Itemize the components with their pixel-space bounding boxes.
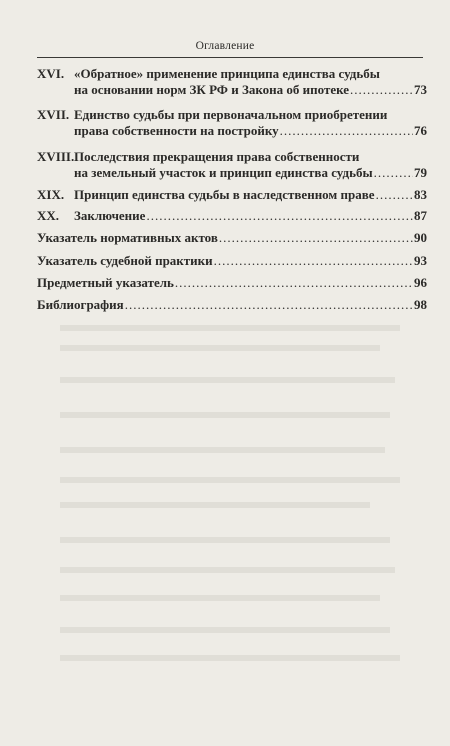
dot-leader bbox=[280, 123, 413, 139]
toc-entry-number: XVI. bbox=[37, 66, 65, 81]
toc-entry-title-line: Единство судьбы при первоначальном приобретении bbox=[74, 107, 388, 122]
toc-entry-number: XVII. bbox=[37, 107, 70, 122]
toc-entry-title-line: Библиография bbox=[37, 297, 124, 312]
toc-entry-bibliography[interactable] bbox=[37, 297, 427, 314]
dot-leader bbox=[214, 253, 413, 269]
dot-leader bbox=[219, 230, 413, 246]
toc-entry-case-law-index[interactable] bbox=[37, 253, 427, 270]
toc-entry-page: 90 bbox=[414, 230, 427, 245]
header-rule bbox=[37, 57, 423, 58]
toc-entry-page: 98 bbox=[414, 297, 427, 312]
dot-leader bbox=[146, 208, 413, 224]
toc-entry-subject-index[interactable] bbox=[37, 275, 427, 292]
toc-entry-leader-line bbox=[74, 165, 427, 181]
toc-entry-title-line: на земельный участок и принцип единства судьбы bbox=[74, 165, 373, 180]
running-head: Оглавление bbox=[195, 40, 255, 52]
dot-leader bbox=[175, 275, 413, 291]
dot-leader bbox=[376, 187, 413, 203]
toc-entry-title-line: Заключение bbox=[74, 208, 146, 223]
toc-entry-page: 83 bbox=[414, 187, 427, 202]
toc-entry-xvi[interactable] bbox=[37, 66, 427, 100]
dot-leader bbox=[350, 82, 413, 98]
toc-entry-leader-line bbox=[74, 187, 427, 203]
toc-entry-leader-line bbox=[74, 123, 427, 139]
toc-entry-page: 79 bbox=[414, 165, 427, 180]
toc-entry-number: XIX. bbox=[37, 187, 65, 202]
toc-entry-xviii[interactable] bbox=[37, 149, 427, 183]
toc-entry-page: 73 bbox=[414, 82, 427, 97]
toc-entry-page: 93 bbox=[414, 253, 427, 268]
toc-entry-leader-line bbox=[37, 297, 427, 313]
toc-entry-xix[interactable] bbox=[37, 187, 427, 204]
toc-entry-page: 96 bbox=[414, 275, 427, 290]
toc-entry-title-line: «Обратное» применение принципа единства судьбы bbox=[74, 66, 380, 81]
toc-entry-number: XVIII. bbox=[37, 149, 75, 164]
dot-leader bbox=[374, 165, 413, 181]
toc-entry-title-line: Последствия прекращения права собственности bbox=[74, 149, 360, 164]
dot-leader bbox=[125, 297, 413, 313]
toc-entry-leader-line bbox=[74, 82, 427, 98]
toc-entry-leader-line bbox=[37, 253, 427, 269]
toc-entry-leader-line bbox=[37, 230, 427, 246]
toc-entry-title-line: на основании норм ЗК РФ и Закона об ипотеке bbox=[74, 82, 350, 97]
toc-entry-xvii[interactable] bbox=[37, 107, 427, 141]
toc-entry-xx[interactable] bbox=[37, 208, 427, 225]
toc-entry-normative-acts-index[interactable] bbox=[37, 230, 427, 247]
toc-entry-number: XX. bbox=[37, 208, 60, 223]
toc-entry-leader-line bbox=[74, 208, 427, 224]
toc-entry-title-line: Принцип единства судьбы в наследственном праве bbox=[74, 187, 375, 202]
toc-entry-page: 87 bbox=[414, 208, 427, 223]
toc-entry-leader-line bbox=[37, 275, 427, 291]
toc-entry-title-line: права собственности на постройку bbox=[74, 123, 279, 138]
toc-entry-page: 76 bbox=[414, 123, 427, 138]
toc-entry-title-line: Указатель нормативных актов bbox=[37, 230, 218, 245]
toc-entry-title-line: Предметный указатель bbox=[37, 275, 174, 290]
toc-entry-title-line: Указатель судебной практики bbox=[37, 253, 213, 268]
